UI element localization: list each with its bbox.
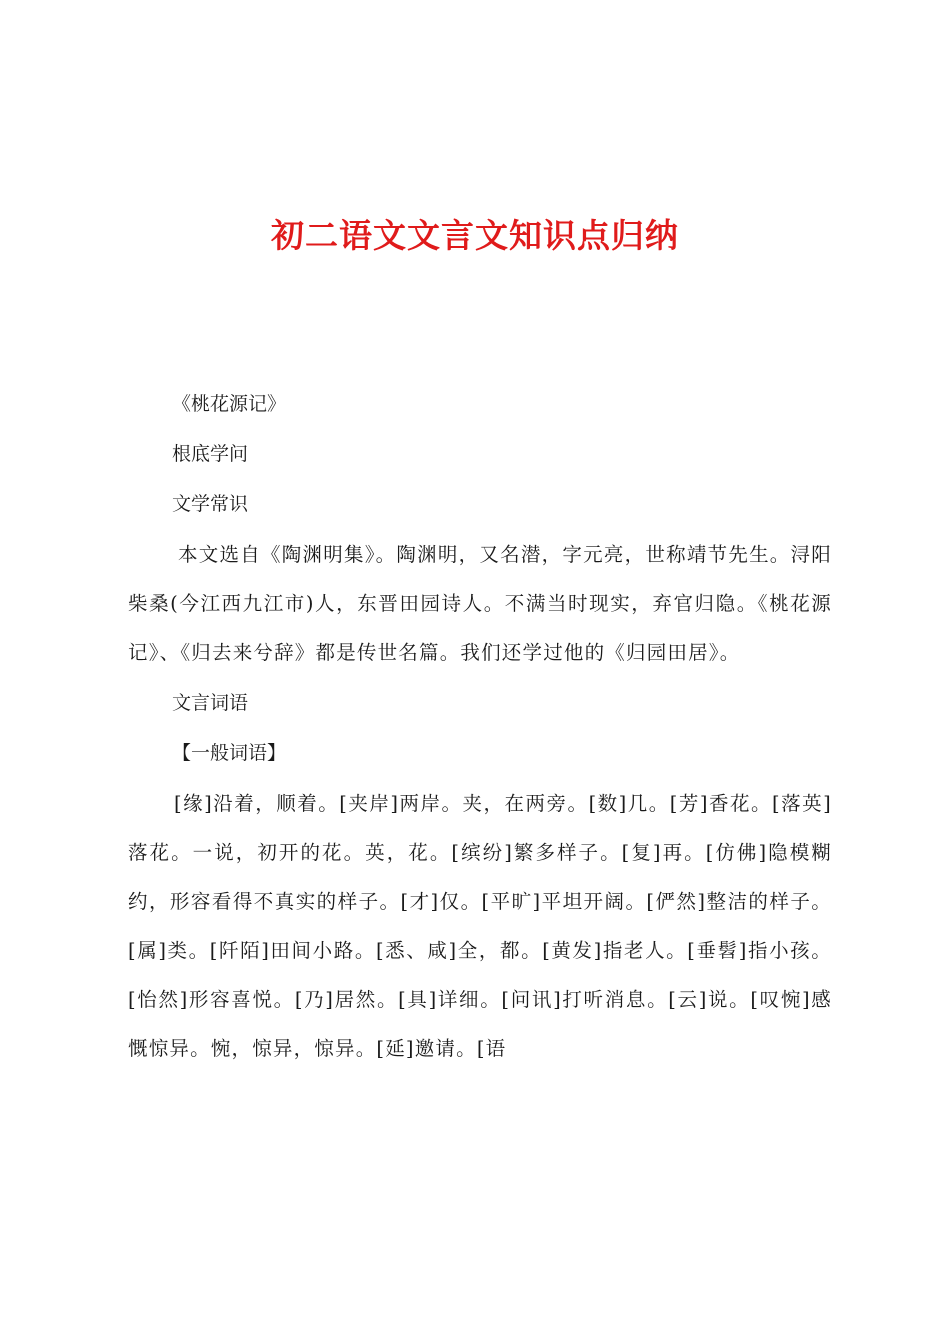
section-vocab-heading: 文言词语 (172, 692, 249, 714)
literature-paragraph: 本文选自《陶渊明集》。陶渊明，又名潜，字元亮，世称靖节先生。浔阳柴桑(今江西九江市)人，东晋田园诗人。不满当时现实，弃官归隐。《桃花源记》、《归去来兮辞》都是传世名篇。我们还学过他的《归园田居》。 (128, 543, 832, 664)
section-literature-heading: 文学常识 (172, 493, 249, 515)
work-title-heading: 《桃花源记》 (172, 393, 287, 415)
document-body (128, 392, 832, 1075)
general-words-paragraph: [缘]沿着，顺着。[夹岸]两岸。夹，在两旁。[数]几。[芳]香花。[落英]落花。一说，初开的花。英，花。[缤纷]繁多样子。[复]再。[仿佛]隐模糊约，形容看得不真实的样子。[才]仅。[平旷]平坦开阔。[俨然]整洁的样子。[属]类。[阡陌]田间小路。[悉、咸]全，都。[黄发]指老人。[垂髫]指小孩。[怡然]形容喜悦。[乃]居然。[具]详细。[问讯]打听消息。[云]说。[叹惋]感慨惊异。惋，惊异，惊异。[延]邀请。[语 (128, 792, 832, 1060)
document-title: 初二语文文言文知识点归纳 (271, 216, 679, 255)
general-words-heading: 【一般词语】 (172, 742, 287, 764)
section-basics-heading: 根底学问 (172, 443, 249, 465)
